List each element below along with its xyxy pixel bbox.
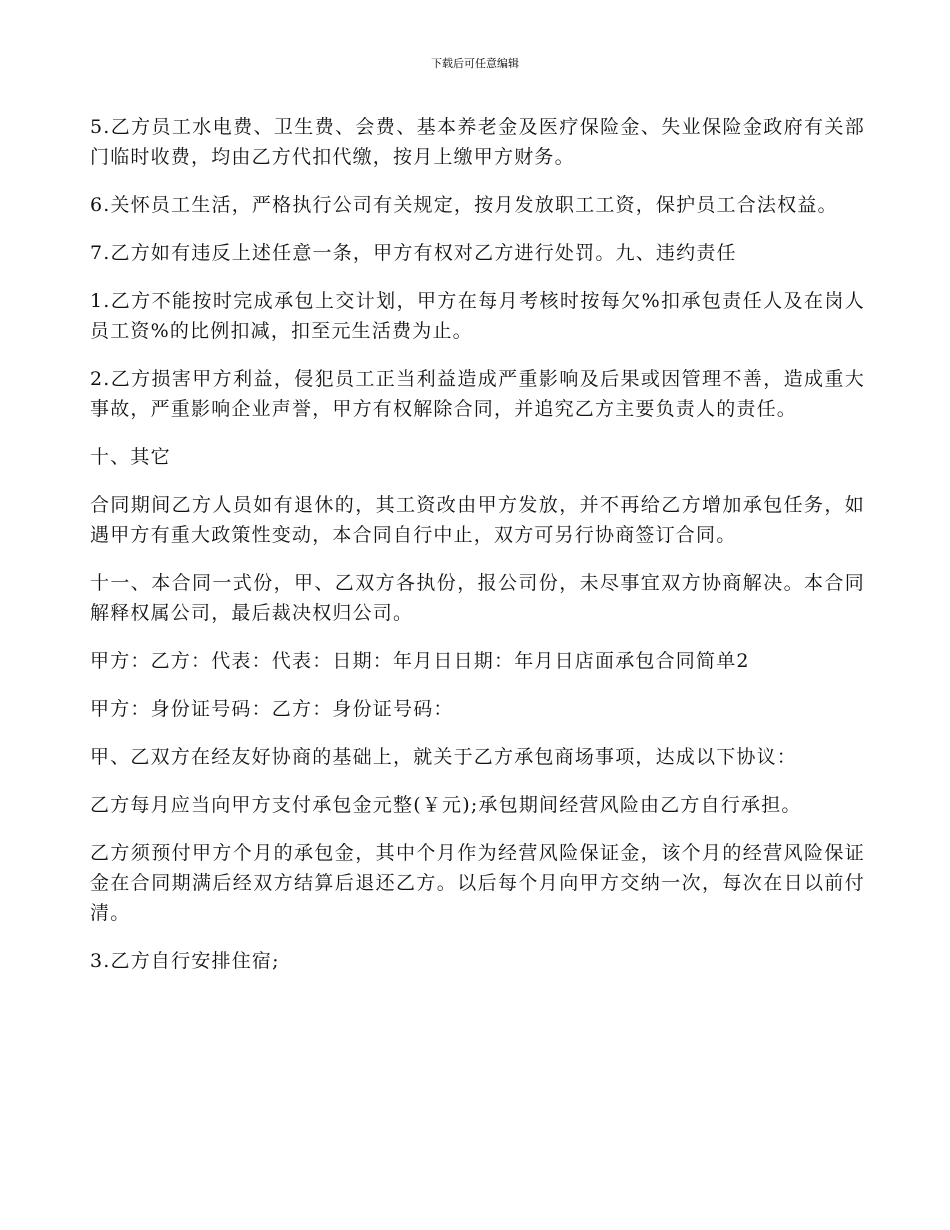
paragraph: 5.乙方员工水电费、卫生费、会费、基本养老金及医疗保险金、失业保险金政府有关部门临时收费，均由乙方代扣代缴，按月上缴甲方财务。 xyxy=(90,116,865,168)
paragraph: 乙方须预付甲方个月的承包金，其中个月作为经营风险保证金，该个月的经营风险保证金在合同期满后经双方结算后退还乙方。以后每个月向甲方交纳一次，每次在日以前付清。 xyxy=(90,842,865,924)
paragraph: 7.乙方如有违反上述任意一条，甲方有权对乙方进行处罚。九、违约责任 xyxy=(90,242,737,264)
section-heading: 十、其它 xyxy=(90,446,171,468)
page-header: 下载后可任意编辑 xyxy=(431,57,519,70)
signature-line: 甲方：乙方：代表：代表：日期：年月日日期：年月日店面承包合同简单2 xyxy=(90,650,750,672)
paragraph: 甲、乙双方在经友好协商的基础上，就关于乙方承包商场事项，达成以下协议： xyxy=(90,746,798,768)
paragraph: 3.乙方自行安排住宿; xyxy=(90,950,280,972)
paragraph: 乙方每月应当向甲方支付承包金元整(￥元);承包期间经营风险由乙方自行承担。 xyxy=(90,794,802,816)
paragraph: 合同期间乙方人员如有退休的，其工资改由甲方发放，并不再给乙方增加承包任务，如遇甲方有重大政策性变动，本合同自行中止，双方可另行协商签订合同。 xyxy=(90,494,865,546)
document-body xyxy=(90,112,865,994)
paragraph: 十一、本合同一式份，甲、乙双方各执份，报公司份，未尽事宜双方协商解决。本合同解释权属公司，最后裁决权归公司。 xyxy=(90,572,865,624)
paragraph: 6.关怀员工生活，严格执行公司有关规定，按月发放职工工资，保护员工合法权益。 xyxy=(90,194,838,216)
id-line: 甲方：身份证号码：乙方：身份证号码： xyxy=(90,698,454,720)
paragraph: 1.乙方不能按时完成承包上交计划，甲方在每月考核时按每欠%扣承包责任人及在岗人员工资%的比例扣减，扣至元生活费为止。 xyxy=(90,290,865,342)
paragraph: 2.乙方损害甲方利益，侵犯员工正当利益造成严重影响及后果或因管理不善，造成重大事故，严重影响企业声誉，甲方有权解除合同，并追究乙方主要负责人的责任。 xyxy=(90,368,865,420)
